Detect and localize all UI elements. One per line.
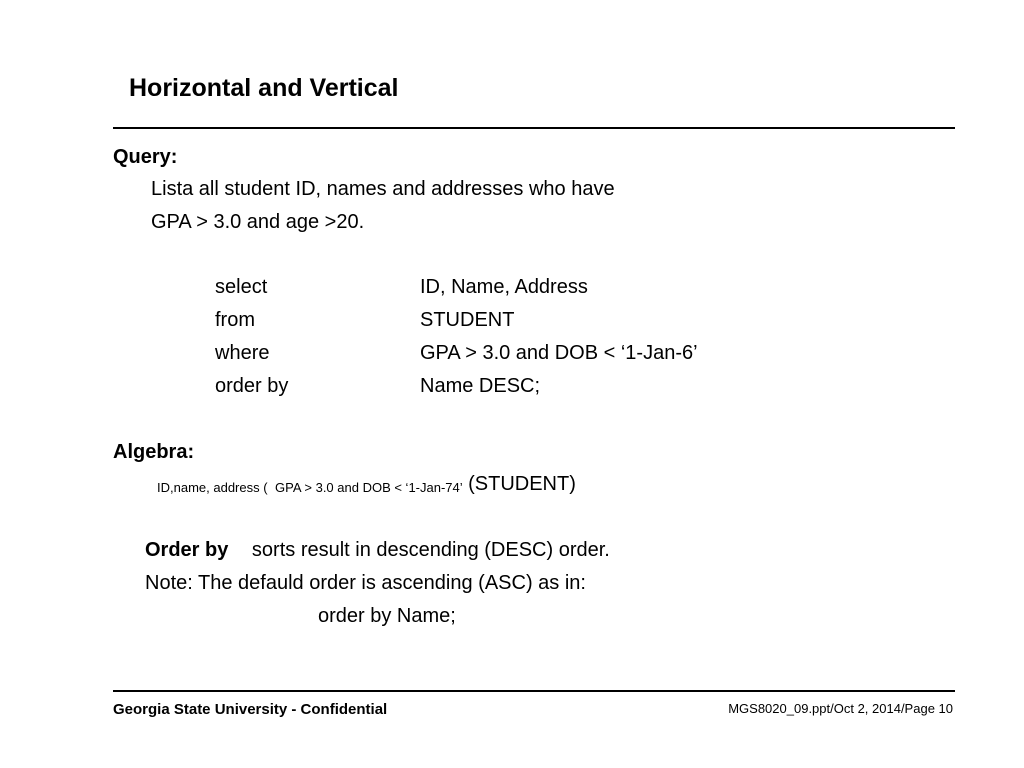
- order-by-description: sorts result in descending (DESC) order.: [251, 539, 610, 561]
- footer-page-info: MGS8020_09.ppt/Oct 2, 2014/Page 10: [728, 701, 953, 716]
- algebra-expression: [157, 473, 576, 496]
- sql-clause-where: GPA > 3.0 and DOB < ‘1-Jan-6’: [420, 342, 698, 364]
- title-divider: [113, 127, 955, 129]
- order-by-label: Order by: [145, 539, 229, 561]
- order-by-example: order by Name;: [318, 605, 456, 627]
- algebra-projection-attributes: ID,name, address (: [157, 480, 268, 495]
- sql-clause-select: ID, Name, Address: [420, 276, 588, 298]
- sql-clause-from: STUDENT: [420, 309, 515, 331]
- default-order-note: Note: The defauld order is ascending (ASC) as in:: [145, 572, 586, 594]
- sql-keyword-select: select: [215, 276, 268, 298]
- order-by-note: [145, 539, 610, 562]
- footer-organization: Georgia State University - Confidential: [113, 701, 388, 718]
- algebra-relation: (STUDENT): [468, 473, 576, 495]
- sql-keyword-order-by: order by: [215, 375, 289, 397]
- algebra-selection-condition: GPA > 3.0 and DOB < ‘1-Jan-74’: [275, 480, 463, 495]
- sql-keyword-where: where: [215, 342, 270, 364]
- sql-clause-order-by: Name DESC;: [420, 375, 541, 397]
- query-label: Query:: [113, 146, 178, 168]
- algebra-label: Algebra:: [113, 441, 195, 463]
- slide-title: Horizontal and Vertical: [129, 74, 399, 102]
- query-description-line-2: GPA > 3.0 and age >20.: [151, 211, 365, 233]
- sql-keyword-from: from: [215, 309, 255, 331]
- footer-divider: [113, 690, 955, 692]
- query-description-line-1: Lista all student ID, names and addresses who have: [151, 178, 615, 200]
